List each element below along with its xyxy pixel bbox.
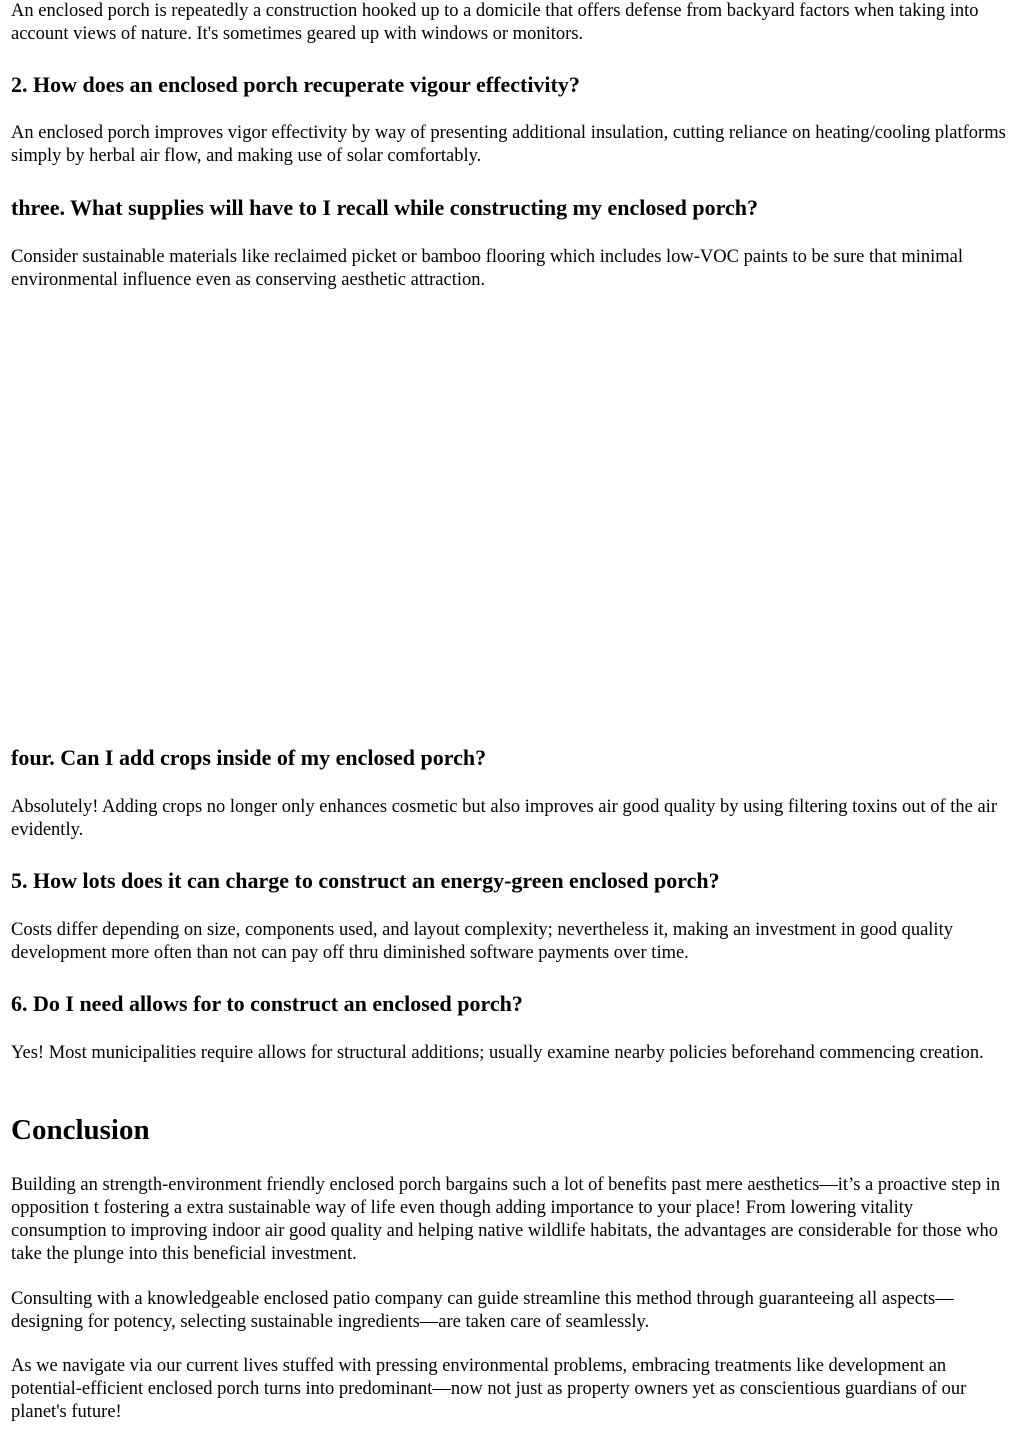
conclusion-heading: Conclusion <box>11 1114 150 1146</box>
faq-question-4: four. Can I add crops inside of my enclosed porch? <box>11 745 487 770</box>
faq-answer-6: Yes! Most municipalities require allows for structural additions; usually examine nearby policies beforehand commencing creation. <box>11 1043 984 1063</box>
faq-answer-4: Absolutely! Adding crops no longer only enhances cosmetic but also improves air good quality by using filtering toxins out of the air evidently. <box>11 797 997 840</box>
conclusion-paragraph-3: As we navigate via our current lives stuffed with pressing environmental problems, embracing treatments like development an potential-efficient enclosed porch turns into predominant—now not just as property owners yet as conscientious guardians of our planet's future! <box>11 1356 967 1422</box>
faq-answer-3: Consider sustainable materials like reclaimed picket or bamboo flooring which includes low-VOC paints to be sure that minimal environmental influence even as conserving aesthetic attraction. <box>11 247 964 290</box>
faq-question-3: three. What supplies will have to I recall while constructing my enclosed porch? <box>11 195 758 220</box>
faq-question-5: 5. How lots does it can charge to construct an energy-green enclosed porch? <box>11 868 720 893</box>
faq-question-6: 6. Do I need allows for to construct an enclosed porch? <box>11 991 523 1016</box>
embedded-content-placeholder <box>11 300 1010 730</box>
faq-answer-5: Costs differ depending on size, components used, and layout complexity; nevertheless it, making an investment in good quality development more often than not can pay off thru diminished software payments over time. <box>11 920 953 963</box>
faq-question-2: 2. How does an enclosed porch recuperate vigour effectivity? <box>11 72 580 97</box>
conclusion-paragraph-2: Consulting with a knowledgeable enclosed patio company can guide streamline this method through guaranteeing all aspects—designing for potency, selecting sustainable ingredients—are taken care of seamlessly. <box>11 1289 954 1332</box>
conclusion-paragraph-1: Building an strength-environment friendly enclosed porch bargains such a lot of benefits past mere aesthetics—it’s a proactive step in opposition t fostering a extra sustainable way of life even though adding importance to your place! From lowering vitality consumption to improving indoor air good quality and helping native wildlife habitats, the advantages are considerable for those who take the plunge into this beneficial investment. <box>11 1175 1001 1264</box>
faq-answer-2: An enclosed porch improves vigor effectivity by way of presenting additional insulation, cutting reliance on heating/cooling platforms simply by herbal air flow, and making use of solar comfortably. <box>11 123 1006 166</box>
faq-answer-1: An enclosed porch is repeatedly a construction hooked up to a domicile that offers defense from backyard factors when taking into account views of nature. It's sometimes geared up with windows or monitors. <box>11 1 979 44</box>
